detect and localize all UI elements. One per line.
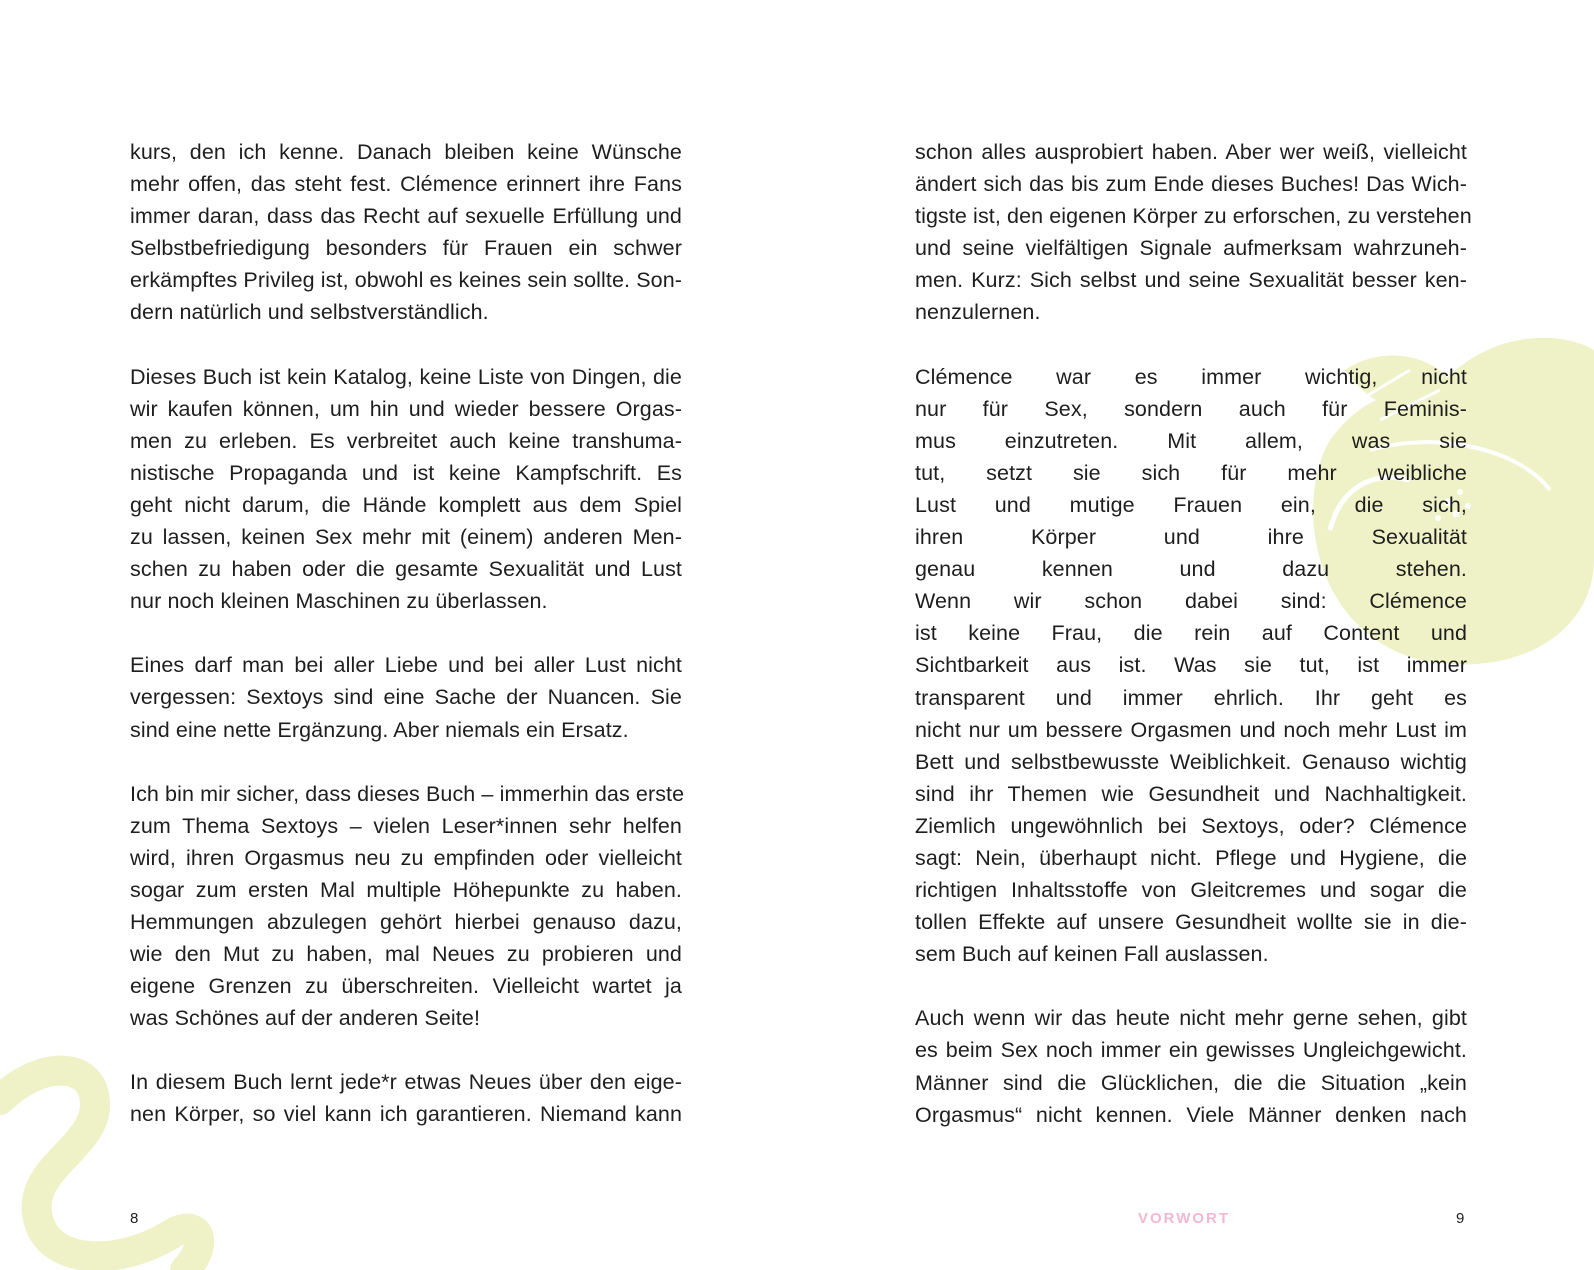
- text-line: sind ihr Themen wie Gesundheit und Nachhaltigkeit.: [915, 781, 1467, 806]
- page-number-right: 9: [1456, 1210, 1465, 1227]
- text-line: wir kaufen können, um hin und wieder bessere Orgas-: [130, 396, 682, 421]
- text-line: Ziemlich ungewöhnlich bei Sextoys, oder? Clémence: [915, 813, 1467, 838]
- text-line: Orgasmus“ nicht kennen. Viele Männer denken nach: [915, 1102, 1467, 1127]
- text-line: nistische Propaganda und ist keine Kampfschrift. Es: [130, 460, 682, 485]
- paragraph: [130, 1066, 682, 1130]
- text-line: tigste ist, den eigenen Körper zu erforschen, zu verstehen: [915, 204, 1472, 229]
- text-line: erkämpftes Privileg ist, obwohl es keines sein sollte. Son-: [130, 268, 683, 293]
- text-line: nicht nur um bessere Orgasmen und noch mehr Lust im: [915, 717, 1467, 742]
- text-line: mus einzutreten. Mit allem, was sie: [915, 428, 1467, 453]
- paragraph: [130, 649, 682, 745]
- text-line: genau kennen und dazu stehen.: [915, 557, 1467, 582]
- text-line: richtigen Inhaltsstoffe von Gleitcremes und sogar die: [915, 878, 1467, 903]
- text-line: transparent und immer ehrlich. Ihr geht es: [915, 685, 1467, 710]
- paragraph: [915, 1002, 1467, 1130]
- text-line: Lust und mutige Frauen ein, die sich,: [915, 492, 1467, 517]
- text-line: In diesem Buch lernt jede*r etwas Neues über den eige-: [130, 1070, 682, 1095]
- right-page-text: [915, 136, 1472, 1131]
- left-page-text: [130, 136, 685, 1131]
- text-line: wie den Mut zu haben, mal Neues zu probieren und: [130, 942, 682, 967]
- text-line: ist keine Frau, die rein auf Content und: [915, 621, 1467, 646]
- text-line: sem Buch auf keinen Fall auslassen.: [915, 942, 1269, 967]
- text-line: es beim Sex noch immer ein gewisses Ungleichgewicht.: [915, 1038, 1467, 1063]
- text-line: was Schönes auf der anderen Seite!: [130, 1006, 481, 1031]
- text-line: Auch wenn wir das heute nicht mehr gerne sehen, gibt: [915, 1006, 1467, 1031]
- text-line: Sichtbarkeit aus ist. Was sie tut, ist immer: [915, 653, 1467, 678]
- text-line: nur noch kleinen Maschinen zu überlassen.: [130, 589, 548, 614]
- text-line: zum Thema Sextoys – vielen Leser*innen sehr helfen: [130, 813, 682, 838]
- text-line: tut, setzt sie sich für mehr weibliche: [915, 460, 1467, 485]
- running-head: VORWORT: [1138, 1210, 1231, 1227]
- text-line: schen zu haben oder die gesamte Sexualität und Lust: [130, 557, 682, 582]
- text-line: schon alles ausprobiert haben. Aber wer weiß, vielleicht: [915, 140, 1467, 164]
- text-line: wird, ihren Orgasmus neu zu empfinden oder vielleicht: [130, 845, 682, 870]
- text-line: nur für Sex, sondern auch für Feminis-: [915, 396, 1467, 421]
- text-line: Clémence war es immer wichtig, nicht: [915, 364, 1467, 389]
- text-line: Ich bin mir sicher, dass dieses Buch – immerhin das erste: [130, 781, 685, 806]
- text-line: sogar zum ersten Mal multiple Höhepunkte zu haben.: [130, 877, 682, 902]
- text-line: mehr offen, das steht fest. Clémence erinnert ihre Fans: [130, 172, 682, 197]
- text-line: Hemmungen abzulegen gehört hierbei genauso dazu,: [130, 909, 682, 934]
- text-line: zu lassen, keinen Sex mehr mit (einem) anderen Men-: [130, 525, 682, 550]
- text-line: Bett und selbstbewusste Weiblichkeit. Genauso wichtig: [915, 749, 1467, 774]
- text-line: sagt: Nein, überhaupt nicht. Pflege und Hygiene, die: [915, 845, 1467, 870]
- paragraph: [130, 361, 682, 618]
- text-line: Eines darf man bei aller Liebe und bei aller Lust nicht: [130, 653, 682, 678]
- text-line: nen Körper, so viel kann ich garantieren. Niemand kann: [130, 1102, 682, 1127]
- text-line: Männer sind die Glücklichen, die die Situation „kein: [915, 1070, 1467, 1095]
- text-line: men zu erleben. Es verbreitet auch keine transhuma-: [130, 428, 682, 453]
- text-line: ändert sich das bis zum Ende dieses Buches! Das Wich-: [915, 172, 1467, 197]
- text-line: Wenn wir schon dabei sind: Clémence: [915, 589, 1467, 614]
- text-line: sind eine nette Ergänzung. Aber niemals ein Ersatz.: [130, 717, 629, 742]
- text-line: eigene Grenzen zu überschreiten. Vielleicht wartet ja: [130, 974, 682, 999]
- paragraph: [915, 136, 1472, 329]
- text-line: Dieses Buch ist kein Katalog, keine Liste von Dingen, die: [130, 364, 682, 389]
- text-line: dern natürlich und selbstverständlich.: [130, 300, 489, 325]
- text-line: ihren Körper und ihre Sexualität: [915, 525, 1467, 550]
- text-line: men. Kurz: Sich selbst und seine Sexualität besser ken-: [915, 268, 1467, 293]
- text-line: Selbstbefriedigung besonders für Frauen ein schwer: [130, 236, 682, 261]
- text-line: vergessen: Sextoys sind eine Sache der Nuancen. Sie: [130, 685, 682, 710]
- paragraph: [130, 136, 682, 329]
- text-line: und seine vielfältigen Signale aufmerksam wahrzuneh-: [915, 236, 1467, 261]
- text-line: tollen Effekte auf unsere Gesundheit wollte sie in die-: [915, 910, 1467, 935]
- paragraph: [915, 361, 1467, 971]
- page-number-left: 8: [130, 1210, 139, 1227]
- paragraph: [130, 778, 685, 1035]
- text-line: nenzulernen.: [915, 300, 1041, 325]
- text-line: kurs, den ich kenne. Danach bleiben keine Wünsche: [130, 140, 682, 164]
- text-line: immer daran, dass das Recht auf sexuelle Erfüllung und: [130, 204, 682, 229]
- text-line: geht nicht darum, die Hände komplett aus dem Spiel: [130, 492, 682, 517]
